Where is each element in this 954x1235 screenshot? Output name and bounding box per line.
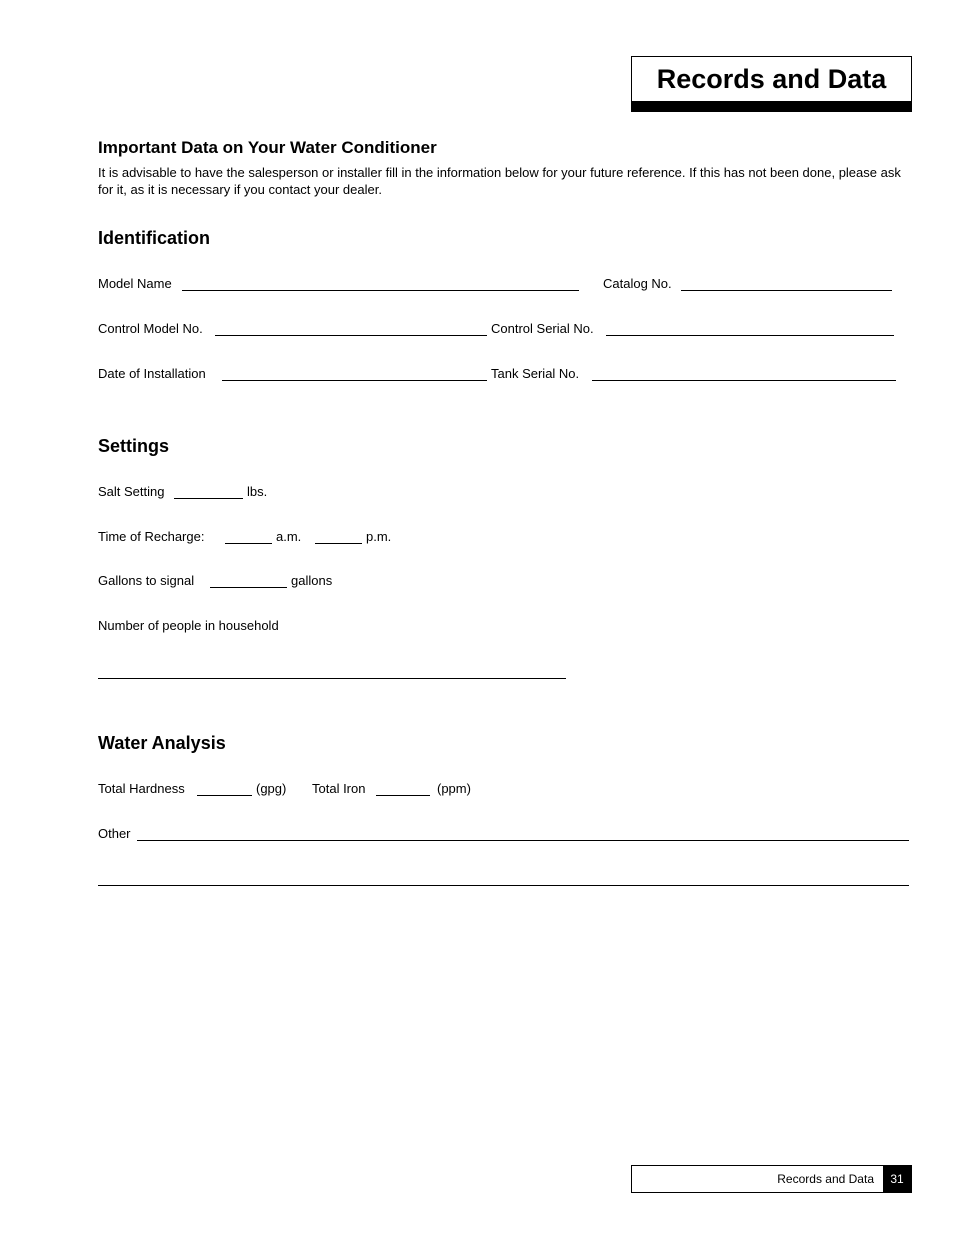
total-iron-label: Total Iron [312,781,366,796]
gallons-unit-label: gallons [291,573,333,588]
settings-heading: Settings [98,436,170,456]
other-label: Other [98,826,131,841]
time-of-recharge-label: Time of Recharge: [98,529,205,544]
important-data-heading: Important Data on Your Water Conditioner [98,138,437,157]
salt-setting-label: Salt Setting [98,484,165,499]
footer-section-title: Records and Data [777,1172,874,1186]
total-hardness-blank[interactable] [197,795,252,796]
gallons-to-signal-label: Gallons to signal [98,573,195,588]
model-name-label: Model Name [98,276,172,291]
control-model-no-label: Control Model No. [98,321,203,336]
total-iron-blank[interactable] [376,795,430,796]
page-number: 31 [883,1166,911,1192]
water-analysis-heading: Water Analysis [98,733,226,753]
date-of-installation-blank[interactable] [222,380,487,381]
am-label: a.m. [276,529,302,544]
control-serial-no-blank[interactable] [606,335,894,336]
tank-serial-no-label: Tank Serial No. [491,366,580,381]
catalog-no-label: Catalog No. [603,276,672,291]
catalog-no-blank[interactable] [681,290,892,291]
salt-setting-blank[interactable] [174,498,243,499]
recharge-pm-blank[interactable] [315,543,362,544]
recharge-am-blank[interactable] [225,543,272,544]
total-hardness-label: Total Hardness [98,781,185,796]
gallons-to-signal-blank[interactable] [210,587,287,588]
date-of-installation-label: Date of Installation [98,366,206,381]
page-title-box [631,56,912,112]
control-serial-no-label: Control Serial No. [491,321,594,336]
intro-paragraph: It is advisable to have the salesperson or installer fill in the information below for your future reference. If this has not been done, please ask for it, as it is necessary if you contact your dealer. [98,165,901,197]
page-title: Records and Data [656,64,887,94]
people-in-household-blank[interactable] [98,678,566,679]
hardness-unit-label: (gpg) [256,781,287,796]
control-model-no-blank[interactable] [215,335,487,336]
identification-heading: Identification [98,228,210,248]
people-in-household-label: Number of people in household [98,618,279,633]
other-blank[interactable] [137,840,909,841]
page-footer [631,1165,912,1193]
iron-unit-label: (ppm) [437,781,471,796]
other-blank-line-2[interactable] [98,885,909,886]
model-name-blank[interactable] [182,290,579,291]
pm-label: p.m. [366,529,392,544]
tank-serial-no-blank[interactable] [592,380,896,381]
salt-unit-label: lbs. [247,484,268,499]
